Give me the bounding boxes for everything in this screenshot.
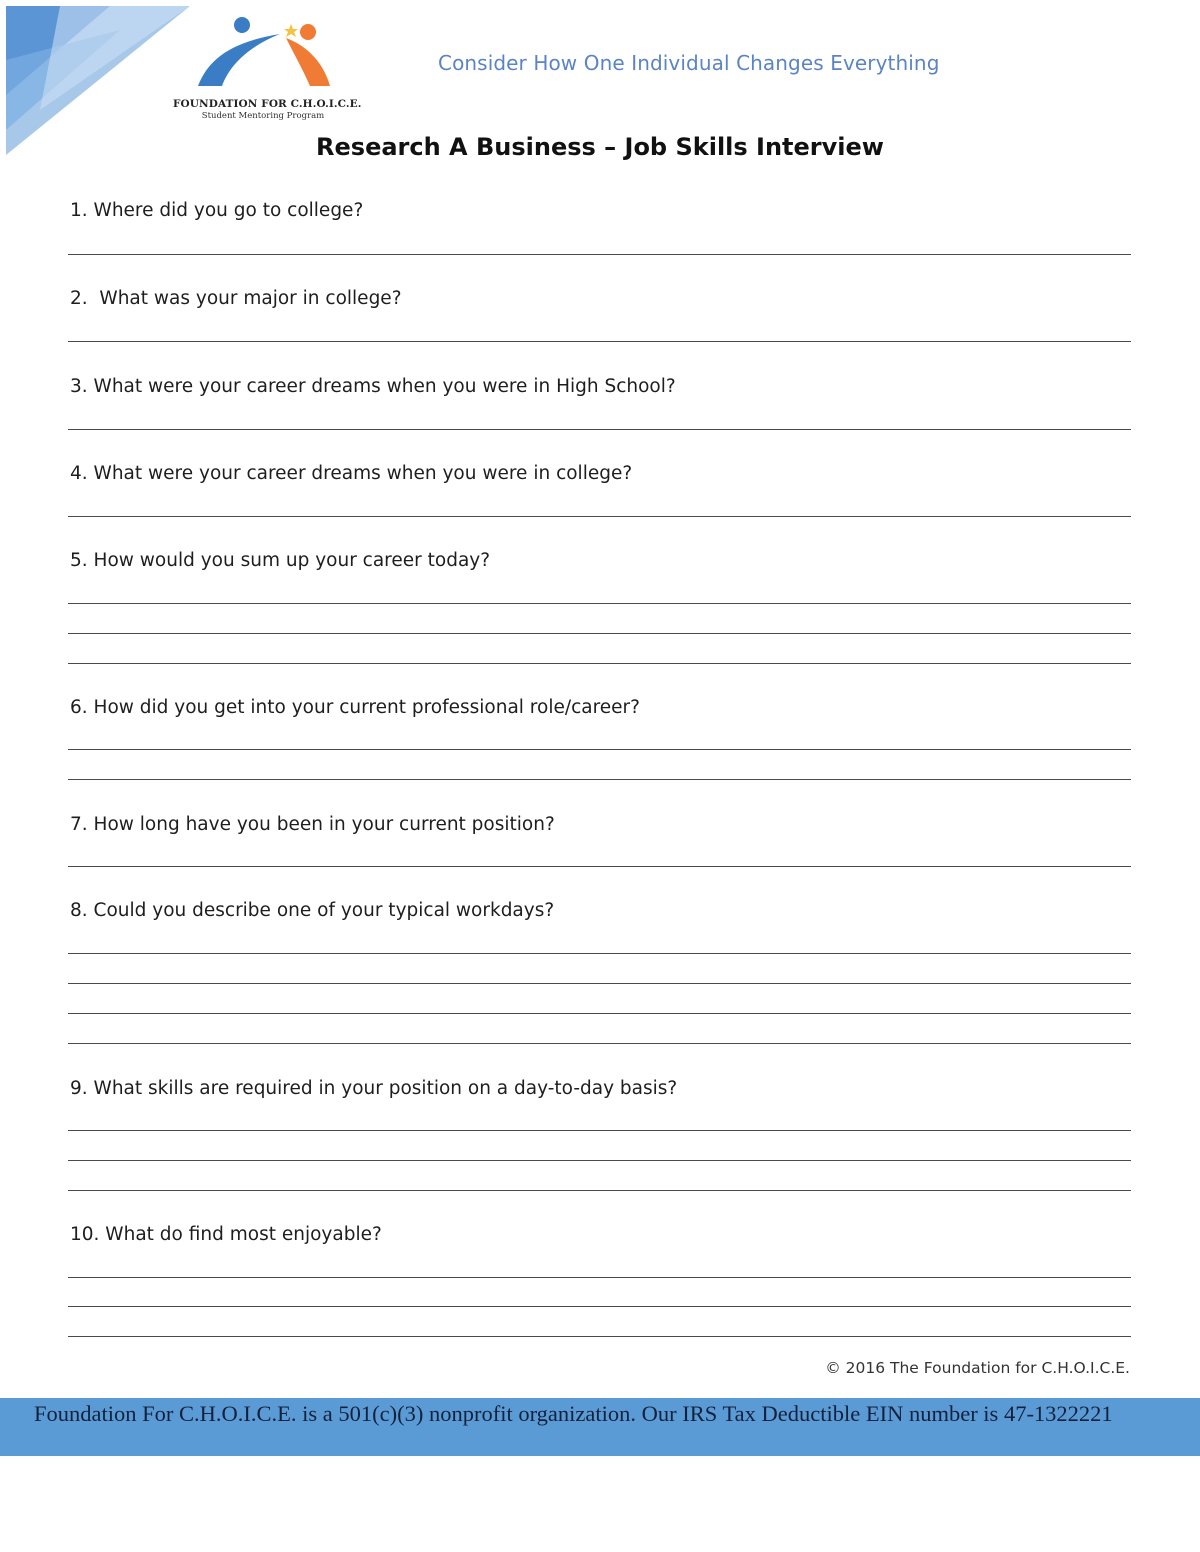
answer-line[interactable] <box>68 341 1131 342</box>
footer-nonprofit-statement: Foundation For C.H.O.I.C.E. is a 501(c)(3) nonprofit organization. Our IRS Tax Deductible EIN number is 47-1322221 <box>34 1401 1113 1426</box>
organization-logo <box>165 12 362 127</box>
answer-line[interactable] <box>68 603 1131 604</box>
organization-subtitle: Student Mentoring Program <box>201 111 325 121</box>
answer-line[interactable] <box>68 1013 1131 1014</box>
page-title: Research A Business – Job Skills Interview <box>316 133 884 161</box>
answer-line[interactable] <box>68 1130 1131 1131</box>
question-8: 8. Could you describe one of your typical workdays? <box>70 900 555 921</box>
answer-line[interactable] <box>68 1277 1131 1278</box>
mentoring-arch-icon <box>190 12 330 92</box>
answer-line[interactable] <box>68 663 1131 664</box>
question-1: 1. Where did you go to college? <box>70 200 364 221</box>
answer-line[interactable] <box>68 516 1131 517</box>
answer-line[interactable] <box>68 633 1131 634</box>
answer-line[interactable] <box>68 749 1131 750</box>
copyright-notice: © 2016 The Foundation for C.H.O.I.C.E. <box>825 1359 1130 1377</box>
answer-line[interactable] <box>68 1043 1131 1044</box>
question-5: 5. How would you sum up your career today? <box>70 550 491 571</box>
answer-line[interactable] <box>68 1336 1131 1337</box>
tagline: Consider How One Individual Changes Everything <box>438 51 940 75</box>
question-2: 2. What was your major in college? <box>70 288 402 309</box>
question-6: 6. How did you get into your current professional role/career? <box>70 697 640 718</box>
footer-band <box>0 1398 1200 1456</box>
answer-line[interactable] <box>68 779 1131 780</box>
answer-line[interactable] <box>68 254 1131 255</box>
organization-name: FOUNDATION FOR C.H.O.I.C.E. <box>173 98 362 110</box>
question-4: 4. What were your career dreams when you were in college? <box>70 463 633 484</box>
question-7: 7. How long have you been in your current position? <box>70 814 555 835</box>
question-9: 9. What skills are required in your position on a day-to-day basis? <box>70 1078 678 1099</box>
answer-line[interactable] <box>68 953 1131 954</box>
question-10: 10. What do find most enjoyable? <box>70 1224 382 1245</box>
answer-line[interactable] <box>68 1190 1131 1191</box>
answer-line[interactable] <box>68 429 1131 430</box>
answer-line[interactable] <box>68 866 1131 867</box>
answer-line[interactable] <box>68 983 1131 984</box>
question-3: 3. What were your career dreams when you were in High School? <box>70 376 676 397</box>
answer-line[interactable] <box>68 1306 1131 1307</box>
answer-line[interactable] <box>68 1160 1131 1161</box>
